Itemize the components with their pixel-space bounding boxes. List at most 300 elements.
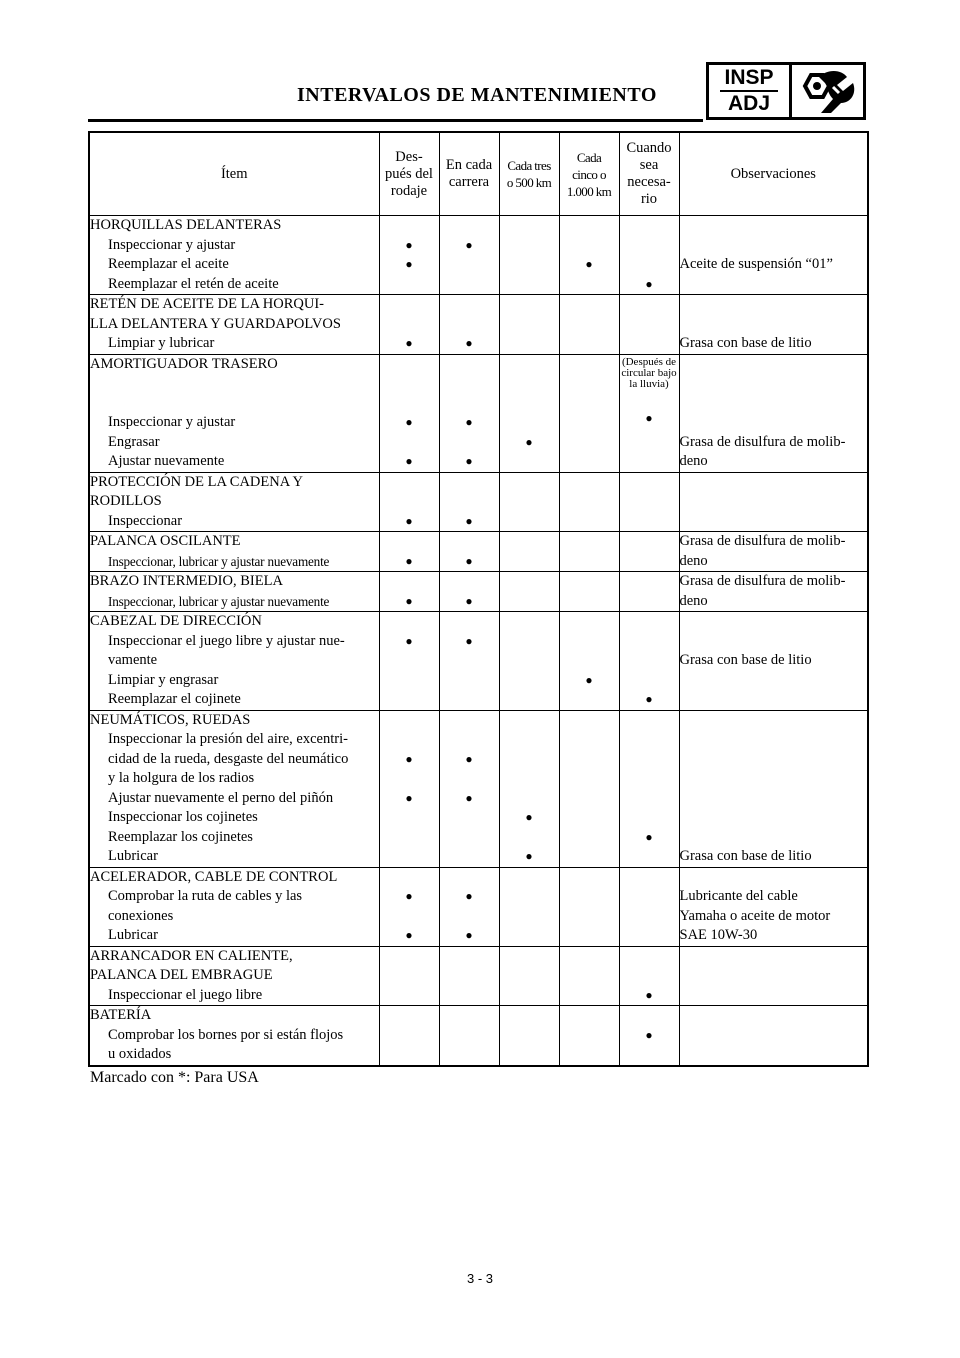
interval-mark (620, 690, 679, 710)
empty-slot (500, 868, 559, 888)
interval-cell (619, 216, 679, 295)
interval-cell (379, 1006, 439, 1066)
interval-cell (559, 472, 619, 532)
interval-cell (499, 472, 559, 532)
empty-slot (380, 907, 439, 927)
item-cell (89, 354, 379, 472)
empty-slot (500, 907, 559, 927)
empty-slot (620, 789, 679, 809)
observaciones-cell (679, 216, 868, 295)
empty-slot (500, 552, 559, 572)
empty-slot (500, 947, 559, 967)
empty-slot (500, 966, 559, 986)
empty-slot (620, 334, 679, 354)
item-group-title: RETÉN DE ACEITE DE LA HORQUI- (90, 296, 324, 312)
interval-mark (380, 413, 439, 433)
item-cell (89, 295, 379, 355)
empty-slot (620, 887, 679, 907)
empty-slot (620, 1006, 679, 1026)
empty-slot (440, 612, 499, 632)
observaciones-cell (679, 354, 868, 472)
empty-slot (560, 334, 619, 354)
interval-cell (379, 946, 439, 1006)
interval-cell (379, 472, 439, 532)
table-row (89, 946, 868, 1006)
interval-mark (380, 789, 439, 809)
empty-slot (500, 413, 559, 433)
empty-slot (560, 1045, 619, 1065)
table-row (89, 612, 868, 711)
observaciones-cell (679, 867, 868, 946)
empty-slot (620, 473, 679, 493)
empty-slot (440, 315, 499, 335)
empty-slot (560, 433, 619, 453)
interval-cell (619, 532, 679, 572)
empty-slot (500, 789, 559, 809)
column-header (379, 132, 439, 216)
footnote: Marcado con *: Para USA (90, 1069, 259, 1086)
item-task: Limpiar y engrasar (108, 671, 219, 688)
empty-slot (440, 769, 499, 789)
observacion-line: deno (679, 453, 708, 469)
empty-slot (620, 390, 679, 410)
empty-slot (500, 671, 559, 691)
empty-slot (380, 808, 439, 828)
interval-mark (440, 413, 499, 433)
observacion-line (680, 868, 868, 888)
item-task: conexiones (108, 907, 174, 924)
empty-slot (560, 216, 619, 236)
interval-cell (439, 295, 499, 355)
interval-cell (619, 867, 679, 946)
empty-slot (380, 275, 439, 295)
item-task: Inspeccionar los cojinetes (108, 809, 258, 825)
empty-slot (620, 532, 679, 552)
item-cell (89, 867, 379, 946)
empty-slot (620, 711, 679, 731)
observacion-line (680, 828, 868, 848)
item-task: cidad de la rueda, desgaste del neumático (108, 750, 349, 767)
observacion-line: deno (679, 552, 708, 569)
item-task (90, 394, 379, 414)
item-group-title: CABEZAL DE DIRECCIÓN (90, 613, 262, 629)
observacion-line (680, 769, 868, 789)
observacion-line: Grasa de disulfura de molib- (679, 573, 846, 589)
observaciones-cell (679, 710, 868, 867)
observacion-line: Grasa con base de litio (679, 848, 812, 864)
empty-slot (620, 492, 679, 512)
table-row (89, 867, 868, 946)
empty-slot (440, 711, 499, 731)
observacion-line: SAE 10W-30 (679, 927, 758, 943)
empty-slot (560, 236, 619, 256)
interval-cell (439, 867, 499, 946)
interval-mark (500, 808, 559, 828)
empty-slot (440, 671, 499, 691)
item-cell (89, 216, 379, 295)
interval-cell (559, 612, 619, 711)
observacion-line (680, 473, 868, 493)
table-row (89, 532, 868, 572)
empty-slot (440, 828, 499, 848)
empty-slot (620, 947, 679, 967)
empty-slot (440, 868, 499, 888)
observacion-line (680, 966, 868, 986)
interval-mark (620, 409, 679, 429)
empty-slot (500, 532, 559, 552)
observaciones-cell (679, 472, 868, 532)
item-task: Limpiar y lubricar (108, 335, 215, 351)
interval-mark (440, 750, 499, 770)
empty-slot (380, 1006, 439, 1026)
observacion-line: Grasa de disulfura de molib- (679, 533, 846, 549)
empty-slot (380, 315, 439, 335)
interval-cell (559, 1006, 619, 1066)
empty-slot (560, 355, 619, 375)
empty-slot (560, 828, 619, 848)
empty-slot (500, 612, 559, 632)
empty-slot (620, 966, 679, 986)
empty-slot (620, 1045, 679, 1065)
empty-slot (440, 433, 499, 453)
item-task: Reemplazar el cojinete (108, 691, 241, 707)
empty-slot (500, 255, 559, 275)
item-task: u oxidados (108, 1046, 172, 1062)
empty-slot (500, 236, 559, 256)
interval-cell (559, 710, 619, 867)
item-group-title: NEUMÁTICOS, RUEDAS (90, 711, 251, 728)
item-task: Inspeccionar la presión del aire, excentri- (108, 731, 348, 747)
empty-slot (380, 847, 439, 867)
observacion-line (680, 789, 868, 809)
column-header-line: Observaciones (730, 165, 816, 182)
empty-slot (620, 216, 679, 236)
empty-slot (620, 592, 679, 612)
empty-slot (440, 1045, 499, 1065)
empty-slot (380, 433, 439, 453)
interval-cell (619, 612, 679, 711)
interval-mark (380, 334, 439, 354)
empty-slot (440, 966, 499, 986)
column-header-line: Cada tres (507, 158, 551, 173)
empty-slot (440, 492, 499, 512)
item-group-title: ARRANCADOR EN CALIENTE, (90, 947, 293, 964)
table-header-row (89, 132, 868, 216)
empty-slot (560, 926, 619, 946)
observacion-line (680, 236, 868, 256)
interval-cell (619, 295, 679, 355)
empty-slot (440, 690, 499, 710)
empty-slot (440, 572, 499, 592)
empty-slot (380, 651, 439, 671)
empty-slot (380, 1026, 439, 1046)
observacion-line (680, 394, 868, 414)
empty-slot (440, 730, 499, 750)
interval-mark (380, 552, 439, 572)
interval-cell (499, 295, 559, 355)
empty-slot (560, 808, 619, 828)
observacion-line (680, 986, 868, 1006)
interval-mark (380, 592, 439, 612)
observacion-line (680, 690, 868, 710)
interval-cell (499, 532, 559, 572)
empty-slot (560, 907, 619, 927)
empty-slot (620, 907, 679, 927)
interval-cell (559, 532, 619, 572)
insp-adj-badge (706, 62, 866, 120)
empty-slot (560, 986, 619, 1006)
empty-slot (440, 394, 499, 414)
observacion-line (680, 374, 868, 394)
observaciones-cell (679, 572, 868, 612)
observacion-line (680, 1026, 868, 1046)
empty-slot (620, 552, 679, 572)
interval-cell (379, 295, 439, 355)
interval-cell (439, 472, 499, 532)
interval-cell (499, 1006, 559, 1066)
empty-slot (560, 1006, 619, 1026)
column-header-line: rio (640, 191, 658, 207)
interval-mark (440, 452, 499, 472)
item-group-title: PALANCA DEL EMBRAGUE (90, 967, 273, 983)
empty-slot (500, 632, 559, 652)
observacion-line (680, 632, 868, 652)
empty-slot (620, 671, 679, 691)
empty-slot (620, 868, 679, 888)
interval-cell (499, 946, 559, 1006)
table-row (89, 710, 868, 867)
empty-slot (620, 926, 679, 946)
item-task: Engrasar (108, 433, 160, 450)
empty-slot (560, 651, 619, 671)
item-group-title: RODILLOS (90, 493, 162, 509)
interval-mark (380, 887, 439, 907)
interval-cell (559, 867, 619, 946)
empty-slot (500, 986, 559, 1006)
item-group-title: ACELERADOR, CABLE DE CONTROL (90, 868, 338, 885)
observacion-line: Aceite de suspensión “01” (679, 256, 833, 272)
page-number: 3 - 3 (466, 1271, 493, 1286)
empty-slot (560, 632, 619, 652)
empty-slot (440, 808, 499, 828)
interval-mark (380, 926, 439, 946)
empty-slot (380, 690, 439, 710)
empty-slot (620, 612, 679, 632)
interval-cell (619, 572, 679, 612)
item-task: vamente (108, 652, 158, 668)
item-group-title: PROTECCIÓN DE LA CADENA Y (90, 473, 303, 490)
item-task: Ajustar nuevamente (108, 453, 225, 469)
interval-mark (620, 828, 679, 848)
observacion-line (680, 1045, 868, 1065)
empty-slot (560, 847, 619, 867)
badge-bottom-text: ADJ (727, 92, 770, 115)
wrench-nut-icon (792, 65, 863, 117)
empty-slot (560, 394, 619, 414)
item-task: Inspeccionar y ajustar (108, 414, 236, 430)
empty-slot (500, 1026, 559, 1046)
interval-cell (439, 612, 499, 711)
empty-slot (380, 394, 439, 414)
empty-slot (440, 255, 499, 275)
empty-slot (500, 1045, 559, 1065)
interval-mark (440, 926, 499, 946)
column-header-line: pués del (385, 165, 433, 182)
empty-slot (620, 315, 679, 335)
column-header-line: cinco o (572, 166, 606, 182)
interval-cell (559, 572, 619, 612)
empty-slot (500, 512, 559, 532)
item-group-title: PALANCA OSCILANTE (90, 533, 241, 549)
title-underline (88, 119, 703, 122)
observacion-line (680, 947, 868, 967)
empty-slot (380, 216, 439, 236)
empty-slot (620, 730, 679, 750)
column-header-line: Cada (576, 149, 602, 165)
interval-mark (440, 334, 499, 354)
interval-cell (439, 710, 499, 867)
observacion-line (680, 612, 868, 632)
empty-slot (380, 492, 439, 512)
empty-slot (560, 552, 619, 572)
interval-mark (380, 512, 439, 532)
interval-mark (440, 887, 499, 907)
item-task: Comprobar los bornes por si están flojos (108, 1026, 344, 1043)
column-header (439, 132, 499, 216)
observaciones-cell (679, 1006, 868, 1066)
item-group-title: AMORTIGUADOR TRASERO (90, 355, 278, 372)
interval-mark (620, 275, 679, 295)
interval-cell (379, 572, 439, 612)
observacion-line: Grasa de disulfura de molib- (679, 433, 846, 450)
empty-slot (500, 394, 559, 414)
column-header-line: sea (639, 157, 659, 173)
interval-mark (380, 255, 439, 275)
empty-slot (500, 1006, 559, 1026)
observacion-line (680, 355, 868, 375)
empty-slot (380, 671, 439, 691)
table-row (89, 216, 868, 295)
column-header-line: 1.000 km (566, 183, 612, 199)
observacion-line: Grasa con base de litio (679, 652, 812, 668)
empty-slot (560, 868, 619, 888)
interval-cell (439, 946, 499, 1006)
empty-slot (500, 592, 559, 612)
column-header-line: En cada (445, 157, 493, 173)
empty-slot (500, 651, 559, 671)
empty-slot (500, 711, 559, 731)
item-cell (89, 612, 379, 711)
column-header-line: o 500 km (506, 175, 552, 190)
observacion-line (680, 413, 868, 433)
interval-cell (499, 572, 559, 612)
empty-slot (560, 374, 619, 394)
empty-slot (440, 986, 499, 1006)
column-header (619, 132, 679, 216)
observacion-line: deno (679, 592, 708, 609)
empty-slot (500, 216, 559, 236)
empty-slot (380, 355, 439, 375)
item-task: Inspeccionar el juego libre (108, 986, 263, 1003)
empty-slot (560, 750, 619, 770)
empty-slot (380, 532, 439, 552)
empty-slot (620, 572, 679, 592)
empty-slot (560, 612, 619, 632)
empty-slot (380, 947, 439, 967)
item-task: Inspeccionar, lubricar y ajustar nuevamente (108, 593, 330, 609)
item-cell (89, 572, 379, 612)
item-task: Reemplazar el aceite (108, 256, 229, 272)
interval-cell (619, 946, 679, 1006)
empty-slot (500, 887, 559, 907)
empty-slot (500, 295, 559, 315)
empty-slot (560, 1026, 619, 1046)
empty-slot (620, 808, 679, 828)
column-header (499, 132, 559, 216)
item-task: Inspeccionar, lubricar y ajustar nuevamente (108, 553, 330, 569)
empty-slot (440, 216, 499, 236)
interval-cell (499, 354, 559, 472)
interval-cell (379, 216, 439, 295)
table-row (89, 1006, 868, 1066)
observacion-line (680, 1006, 868, 1026)
empty-slot (560, 572, 619, 592)
column-header-line: rodaje (390, 182, 428, 199)
interval-mark (500, 847, 559, 867)
empty-slot (440, 355, 499, 375)
column-header (559, 132, 619, 216)
interval-cell (379, 612, 439, 711)
interval-mark (560, 671, 619, 691)
interval-mark (380, 452, 439, 472)
empty-slot (560, 473, 619, 493)
empty-slot (500, 769, 559, 789)
observacion-line (680, 711, 868, 731)
interval-mark (500, 433, 559, 453)
empty-slot (440, 532, 499, 552)
item-cell (89, 1006, 379, 1066)
interval-mark (440, 236, 499, 256)
item-task: Comprobar la ruta de cables y las (108, 888, 303, 904)
interval-mark (440, 552, 499, 572)
interval-cell (439, 1006, 499, 1066)
item-group-title: LLA DELANTERA Y GUARDAPOLVOS (90, 315, 341, 332)
empty-slot (380, 828, 439, 848)
empty-slot (440, 295, 499, 315)
empty-slot (500, 828, 559, 848)
empty-slot (440, 651, 499, 671)
empty-slot (500, 452, 559, 472)
badge-top-text: INSP (724, 66, 774, 89)
interval-cell (559, 354, 619, 472)
empty-slot (500, 473, 559, 493)
item-task: y la holgura de los radios (108, 770, 255, 786)
empty-slot (500, 315, 559, 335)
empty-slot (440, 1006, 499, 1026)
empty-slot (620, 236, 679, 256)
interval-cell (499, 612, 559, 711)
observaciones-cell (679, 295, 868, 355)
empty-slot (380, 473, 439, 493)
empty-slot (560, 769, 619, 789)
empty-slot (500, 690, 559, 710)
interval-cell (619, 472, 679, 532)
empty-slot (560, 315, 619, 335)
empty-slot (380, 986, 439, 1006)
empty-slot (380, 966, 439, 986)
observacion-line (680, 512, 868, 532)
empty-slot (500, 926, 559, 946)
